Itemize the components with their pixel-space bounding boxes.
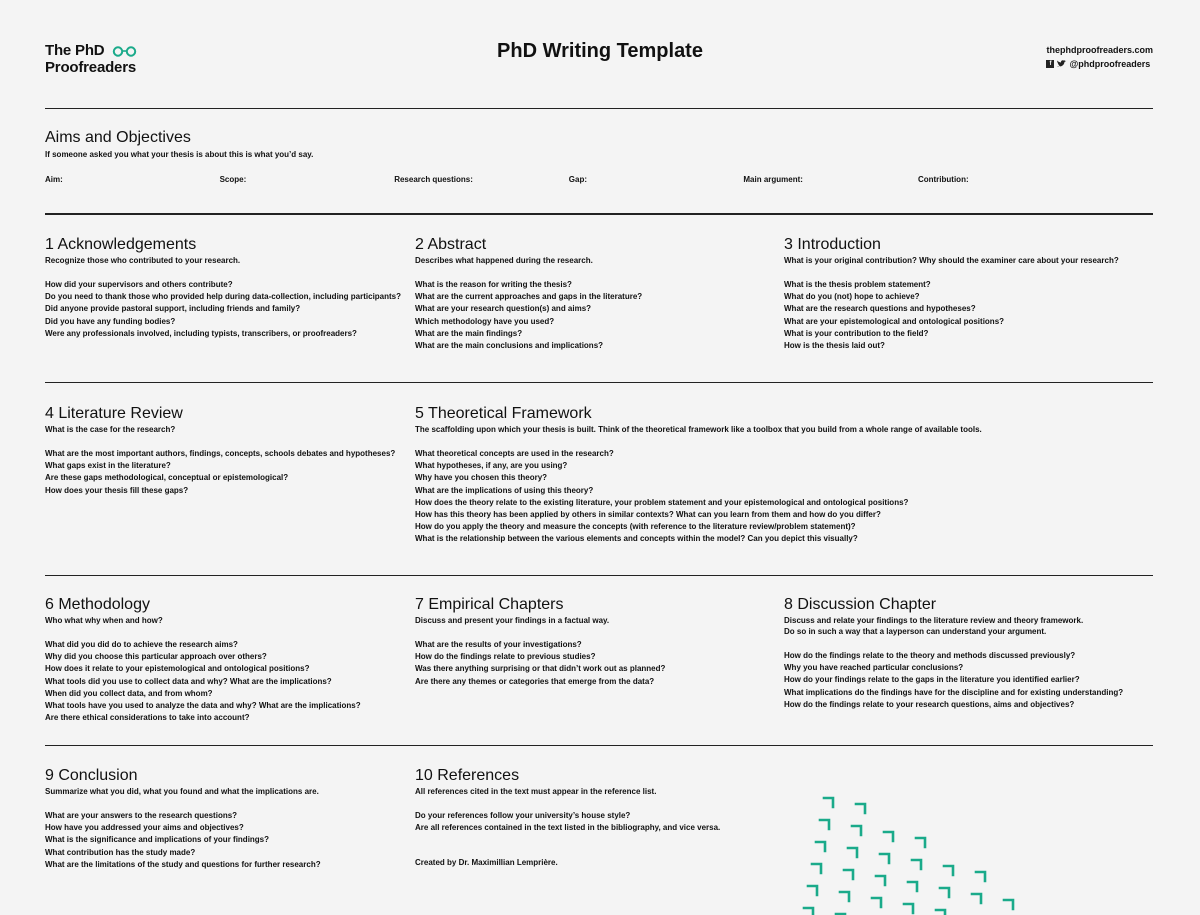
question-item: What are the current approaches and gaps in the literature?	[415, 292, 643, 302]
section-subtitle: Summarize what you did, what you found and what the implications are.	[45, 787, 319, 796]
question-item: What is the significance and implications of your findings?	[45, 835, 270, 845]
logo-text-line1: The PhD	[45, 42, 105, 59]
section-subtitle: Who what why when and how?	[45, 616, 163, 625]
tick-mark	[884, 832, 893, 841]
question-item: How did your supervisors and others contribute?	[45, 280, 233, 289]
section-methodology	[45, 595, 361, 724]
question-item: What do you (not) hope to achieve?	[784, 292, 920, 302]
question-item: Do you need to thank those who provided help during data-collection, including participants?	[45, 292, 402, 302]
question-item: What gaps exist in the literature?	[45, 461, 171, 471]
question-item: What are the main findings?	[415, 328, 523, 338]
tick-mark	[824, 798, 833, 807]
tick-mark	[912, 860, 921, 869]
section-title: 4 Literature Review	[45, 405, 183, 422]
section-title: 3 Introduction	[784, 236, 881, 253]
section-subtitle: Describes what happened during the research.	[415, 256, 593, 265]
question-item: How has this theory has been applied by others in similar contexts? What can you learn from them and how do you differ?	[415, 510, 881, 520]
tick-mark	[852, 826, 861, 835]
aims-title: Aims and Objectives	[45, 129, 191, 146]
question-item: What are the implications of using this theory?	[415, 485, 594, 495]
question-item: How do your findings relate to the gaps in the literature you identified earlier?	[784, 675, 1080, 685]
tick-mark	[812, 864, 821, 873]
question-item: What contribution has the study made?	[45, 847, 196, 857]
question-item: What hypotheses, if any, are you using?	[415, 461, 568, 471]
tick-mark	[816, 842, 825, 851]
question-item: What is the thesis problem statement?	[784, 280, 931, 289]
tick-mark	[904, 904, 913, 913]
section-title: 8 Discussion Chapter	[784, 596, 937, 613]
tick-mark	[876, 876, 885, 885]
tick-mark	[944, 866, 953, 875]
section-title: 1 Acknowledgements	[45, 236, 197, 253]
question-item: Are there ethical considerations to take into account?	[45, 713, 250, 723]
question-item: What are the main conclusions and implications?	[415, 341, 604, 351]
question-item: What are the limitations of the study and questions for further research?	[45, 859, 321, 869]
question-item: Was there anything surprising or that didn’t work out as planned?	[415, 664, 666, 674]
question-item: How do the findings relate to the theory and methods discussed previously?	[784, 651, 1076, 660]
tick-mark	[820, 820, 829, 829]
question-item: How do the findings relate to previous studies?	[415, 652, 596, 662]
contact-info	[1046, 43, 1153, 71]
section-subtitle: What is your original contribution? Why should the examiner care about your research?	[784, 256, 1119, 265]
tick-mark	[940, 888, 949, 897]
section-title: 6 Methodology	[45, 596, 150, 613]
section-theoretical-framework	[415, 404, 982, 546]
question-item: How does it relate to your epistemological and ontological positions?	[45, 664, 310, 674]
question-item: Were any professionals involved, including typists, transcribers, or proofreaders?	[45, 328, 357, 338]
question-item: What did you did do to achieve the research aims?	[45, 640, 238, 649]
question-item: How is the thesis laid out?	[784, 341, 885, 351]
section-title: 7 Empirical Chapters	[415, 596, 564, 613]
section-abstract	[415, 235, 642, 352]
section-title: 5 Theoretical Framework	[415, 405, 592, 422]
tick-mark	[840, 892, 849, 901]
contribution-field[interactable]: Contribution:	[917, 175, 969, 184]
question-item: How do you apply the theory and measure the concepts (with reference to the literature review/problem statement)?	[415, 522, 856, 532]
question-item: How do the findings relate to your research questions, aims and objectives?	[784, 699, 1075, 709]
section-acknowledgements	[45, 235, 401, 340]
section-subtitle: Recognize those who contributed to your research.	[45, 256, 241, 265]
tick-mark	[880, 854, 889, 863]
divider	[45, 213, 1153, 215]
main-argument-field[interactable]: Main argument:	[743, 175, 803, 184]
divider	[45, 108, 1153, 109]
aims-fields	[45, 175, 1153, 184]
aim-field[interactable]: Aim:	[45, 175, 63, 184]
section-subtitle: Discuss and relate your findings to the literature review and theory framework.	[784, 616, 1084, 625]
aims-subtitle: If someone asked you what your thesis is about this is what you’d say.	[45, 150, 314, 159]
tick-mark	[916, 838, 925, 847]
question-item: What theoretical concepts are used in the research?	[415, 449, 614, 458]
divider	[45, 575, 1153, 576]
question-item: What are the results of your investigations?	[415, 640, 582, 649]
author-credit: Created by Dr. Maximillian Lemprière.	[415, 858, 558, 868]
question-item: Are these gaps methodological, conceptual or epistemological?	[45, 473, 289, 483]
tick-mark	[872, 898, 881, 907]
question-item: What is the relationship between the various elements and concepts within the model? Can you depict this visually?	[415, 534, 858, 544]
divider	[45, 745, 1153, 746]
tick-mark	[804, 908, 813, 915]
question-item: What are the most important authors, findings, concepts, schools debates and hypotheses?	[45, 449, 396, 458]
question-item: Did anyone provide pastoral support, including friends and family?	[45, 304, 301, 314]
tick-mark	[972, 894, 981, 903]
question-item: What are your answers to the research questions?	[45, 811, 238, 820]
section-empirical-chapters	[415, 595, 665, 688]
section-discussion-chapter	[784, 595, 1123, 711]
divider	[45, 382, 1153, 383]
section-subtitle-2: Do so in such a way that a layperson can understand your argument.	[784, 627, 1047, 636]
question-item: Why have you chosen this theory?	[415, 473, 548, 483]
section-title: 10 References	[415, 767, 520, 784]
logo-text-line2: Proofreaders	[45, 59, 136, 76]
question-item: What tools have you used to analyze the data and why? What are the implications?	[45, 701, 361, 711]
tick-mark	[976, 872, 985, 881]
question-item: How does your thesis fill these gaps?	[45, 485, 189, 495]
facebook-icon[interactable]: f	[1046, 60, 1054, 68]
section-conclusion	[45, 766, 321, 871]
question-item: What are your research question(s) and aims?	[415, 304, 592, 314]
research-questions-field[interactable]: Research questions:	[394, 175, 473, 184]
tick-mark	[808, 886, 817, 895]
section-subtitle: What is the case for the research?	[45, 425, 176, 434]
scope-field[interactable]: Scope:	[219, 175, 247, 184]
tick-mark	[848, 848, 857, 857]
tick-mark	[936, 910, 945, 915]
section-title: 2 Abstract	[415, 236, 487, 253]
social-handle[interactable]: @phdproofreaders	[1069, 59, 1151, 69]
tick-mark	[1004, 900, 1013, 909]
decorative-pattern	[800, 790, 1200, 915]
question-item: Are all references contained in the text listed in the bibliography, and vice versa.	[415, 823, 721, 833]
page-title: PhD Writing Template	[497, 40, 703, 62]
section-title: 9 Conclusion	[45, 767, 138, 784]
tick-mark	[856, 804, 865, 813]
section-references	[415, 766, 720, 867]
tick-mark	[844, 870, 853, 879]
section-subtitle: The scaffolding upon which your thesis is built. Think of the theoretical framework like a toolbox that you build from a whole range of available tools.	[415, 425, 982, 434]
question-item: Are there any themes or categories that emerge from the data?	[415, 676, 655, 686]
question-item: Why did you choose this particular approach over others?	[45, 652, 267, 662]
section-introduction	[784, 235, 1119, 352]
question-item: Do your references follow your university’s house style?	[415, 811, 631, 820]
section-subtitle: Discuss and present your findings in a factual way.	[415, 616, 610, 625]
question-item: When did you collect data, and from whom?	[45, 688, 213, 698]
gap-field[interactable]: Gap:	[568, 175, 588, 184]
question-item: What is the reason for writing the thesis?	[415, 280, 572, 289]
question-item: Which methodology have you used?	[415, 316, 555, 326]
question-item: Did you have any funding bodies?	[45, 316, 176, 326]
aims-section	[45, 129, 1153, 184]
tick-mark	[908, 882, 917, 891]
question-item: What tools did you use to collect data and why? What are the implications?	[45, 676, 332, 686]
question-item: What are your epistemological and ontological positions?	[784, 316, 1005, 326]
question-item: How does the theory relate to the existing literature, your problem statement and your epistemological and ontological positions?	[415, 497, 909, 507]
website-link[interactable]: thephdproofreaders.com	[1046, 45, 1153, 55]
question-item: What are the research questions and hypotheses?	[784, 304, 976, 314]
question-item: Why you have reached particular conclusions?	[784, 663, 964, 673]
question-item: What implications do the findings have for the discipline and for existing understanding?	[784, 687, 1124, 697]
question-item: How have you addressed your aims and objectives?	[45, 823, 244, 833]
section-subtitle: All references cited in the text must appear in the reference list.	[415, 787, 657, 796]
twitter-icon[interactable]	[1057, 60, 1066, 68]
question-item: What is your contribution to the field?	[784, 328, 929, 338]
section-literature-review	[45, 404, 395, 497]
